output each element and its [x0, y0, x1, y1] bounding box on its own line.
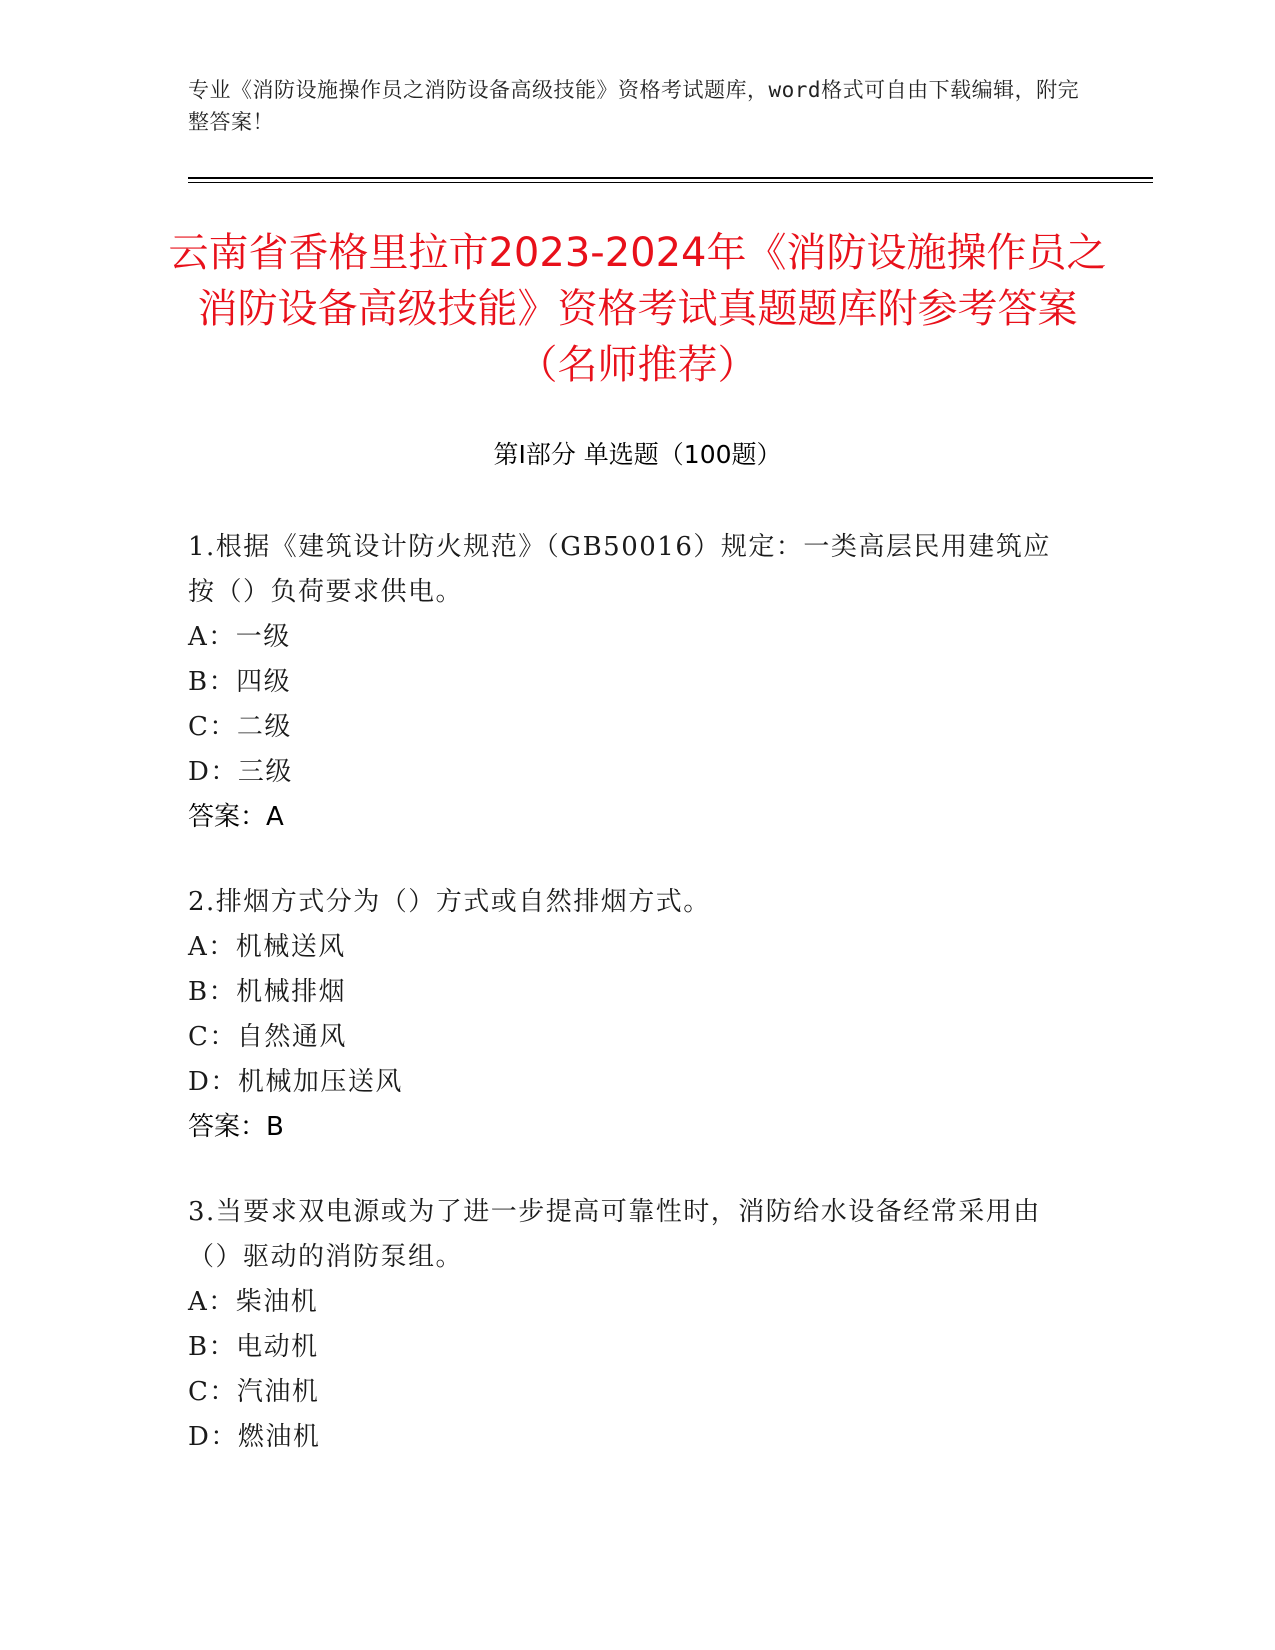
option-c: C：汽油机: [188, 1377, 320, 1407]
question-stem: 2.排烟方式分为（）方式或自然排烟方式。: [188, 887, 711, 917]
option-a: A：机械送风: [188, 932, 346, 962]
question-list: [188, 525, 1078, 1500]
header-divider-thin: [188, 182, 1153, 183]
answer-line: 答案：A: [188, 802, 284, 832]
option-c: C：二级: [188, 712, 292, 742]
option-d: D：燃油机: [188, 1422, 321, 1452]
document-title: 云南省香格里拉市2023-2024年《消防设施操作员之消防设备高级技能》资格考试真题题库附参考答案（名师推荐）: [168, 230, 1107, 388]
question-3: [188, 1190, 1078, 1460]
question-stem: 3.当要求双电源或为了进一步提高可靠性时，消防给水设备经常采用由（）驱动的消防泵组。: [188, 1197, 1041, 1272]
option-d: D：三级: [188, 757, 293, 787]
question-stem: 1.根据《建筑设计防火规范》（GB50016）规定：一类高层民用建筑应按（）负荷要求供电。: [188, 532, 1051, 607]
header-note: 专业《消防设施操作员之消防设备高级技能》资格考试题库，word格式可自由下载编辑，附完整答案！: [188, 78, 1080, 134]
option-a: A：柴油机: [188, 1287, 319, 1317]
option-b: B：机械排烟: [188, 977, 347, 1007]
option-b: B：四级: [188, 667, 292, 697]
question-2: [188, 880, 1078, 1150]
option-a: A：一级: [188, 622, 291, 652]
question-1: [188, 525, 1078, 840]
answer-line: 答案：B: [188, 1112, 284, 1142]
option-b: B：电动机: [188, 1332, 319, 1362]
section-heading: 第Ⅰ部分 单选题（100题）: [493, 440, 782, 469]
header-divider-thick: [188, 177, 1153, 179]
option-c: C：自然通风: [188, 1022, 347, 1052]
option-d: D：机械加压送风: [188, 1067, 403, 1097]
